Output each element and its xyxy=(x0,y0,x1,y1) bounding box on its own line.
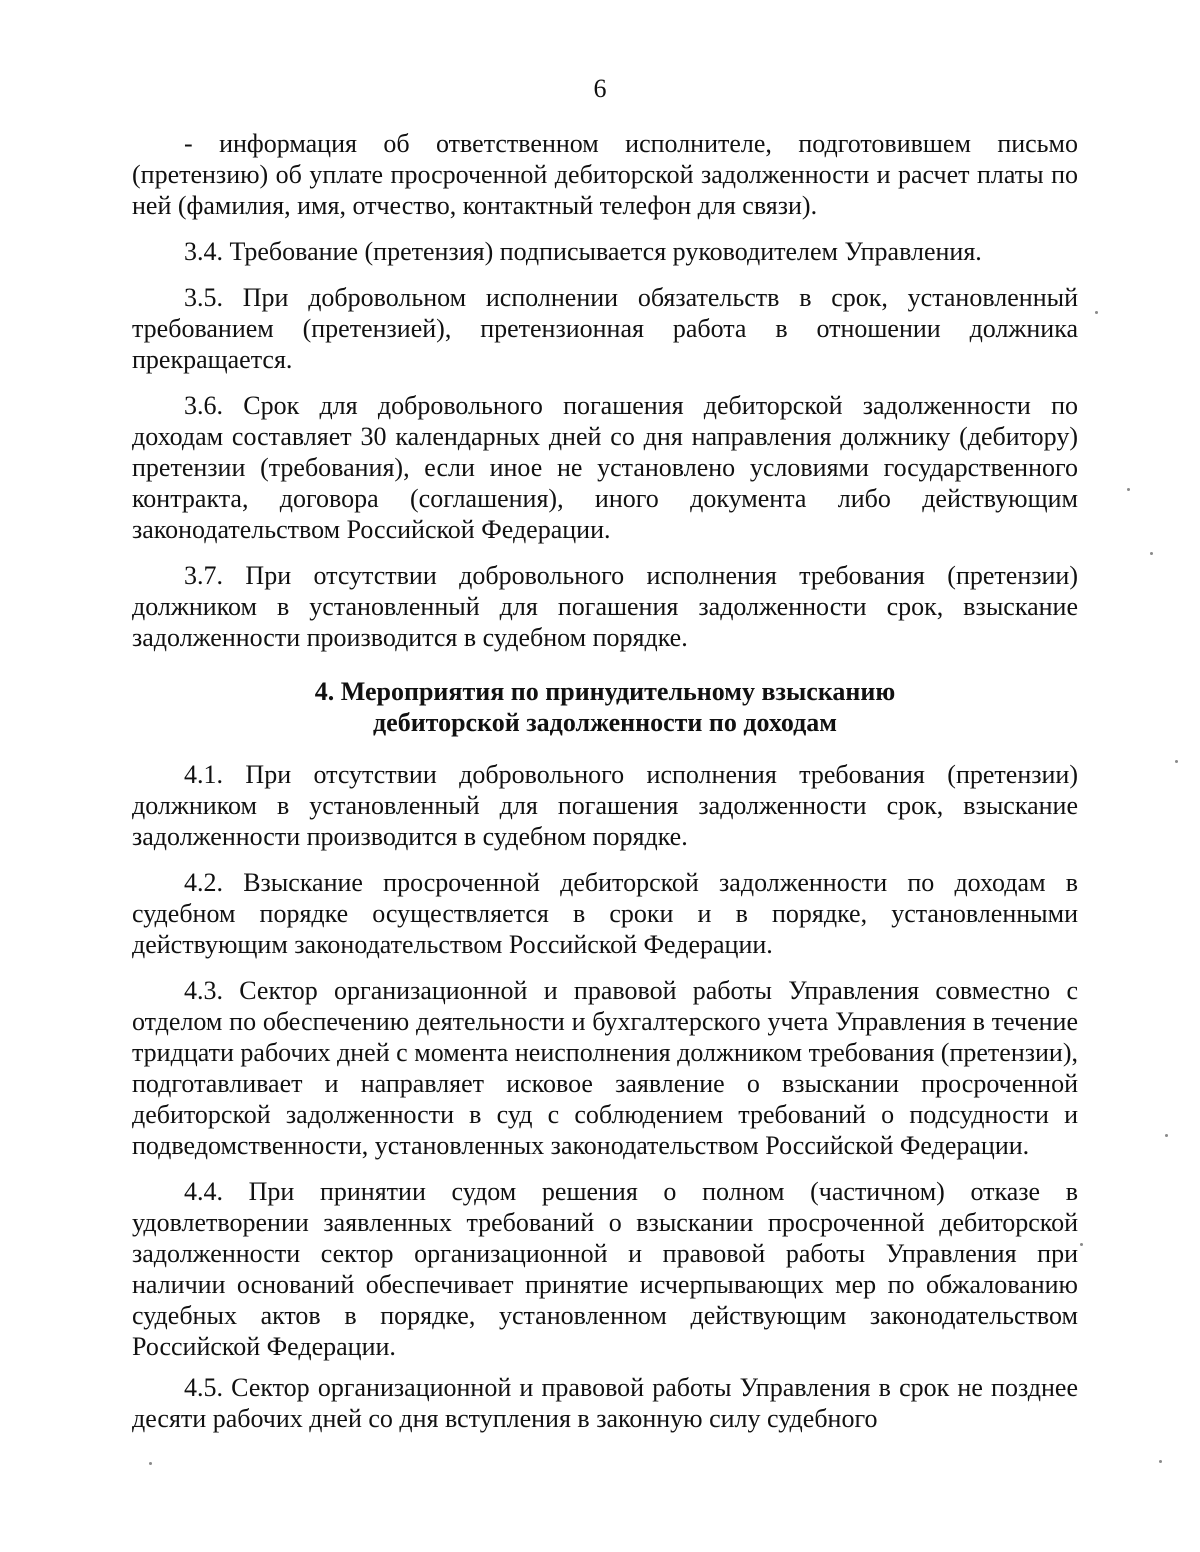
paragraph-3-6: 3.6. Срок для добровольного погашения дебиторской задолженности по доходам составляет 30 календарных дней со дня направления должнику (дебитору) претензии (требования), если иное не установлено условиями государственного контракта, договора (соглашения), иного документа либо действующим законодательством Российской Федерации. xyxy=(132,391,1078,544)
paragraph-4-1: 4.1. При отсутствии добровольного исполнения требования (претензии) должником в установленный для погашения задолженности срок, взыскание задолженности производится в судебном порядке. xyxy=(132,760,1078,851)
paragraph-responsible-executor-info: - информация об ответственном исполнителе, подготовившем письмо (претензию) об уплате просроченной дебиторской задолженности и расчет платы по ней (фамилия, имя, отчество, контактный телефон для связи). xyxy=(132,129,1078,220)
paragraph-4-5: 4.5. Сектор организационной и правовой работы Управления в срок не позднее десяти рабочих дней со дня вступления в законную силу судебного xyxy=(132,1373,1078,1433)
scan-artifact-dot xyxy=(1175,760,1178,763)
scan-artifact-dot xyxy=(1080,1243,1083,1246)
scan-artifact-dot xyxy=(1165,1134,1168,1137)
paragraph-4-4: 4.4. При принятии судом решения о полном (частичном) отказе в удовлетворении заявленных требований о взыскании просроченной дебиторской задолженности сектор организационной и правовой работы Управления при наличии оснований обеспечивает принятие исчерпывающих мер по обжалованию судебных актов в порядке, установленном действующим законодательством Российской Федерации. xyxy=(132,1177,1078,1361)
section-4-heading xyxy=(132,676,1078,738)
page-number: 6 xyxy=(593,74,607,103)
scan-artifact-dot xyxy=(1150,552,1153,555)
paragraph-3-7: 3.7. При отсутствии добровольного исполнения требования (претензии) должником в установленный для погашения задолженности срок, взыскание задолженности производится в судебном порядке. xyxy=(132,561,1078,652)
scan-artifact-dot xyxy=(1159,1460,1162,1463)
section-4-heading-line-1: 4. Мероприятия по принудительному взысканию xyxy=(314,677,896,706)
document-body xyxy=(132,128,1078,1434)
paragraph-3-5: 3.5. При добровольном исполнении обязательств в срок, установленный требованием (претензией), претензионная работа в отношении должника прекращается. xyxy=(132,283,1078,374)
scan-artifact-dot xyxy=(1127,488,1130,491)
section-4-heading-line-2: дебиторской задолженности по доходам xyxy=(373,708,837,737)
paragraph-4-3: 4.3. Сектор организационной и правовой работы Управления совместно с отделом по обеспечению деятельности и бухгалтерского учета Управления в течение тридцати рабочих дней с момента неисполнения должником требования (претензии), подготавливает и направляет исковое заявление о взыскании просроченной дебиторской задолженности в суд с соблюдением требований о подсудности и подведомственности, установленных законодательством Российской Федерации. xyxy=(132,976,1078,1160)
scan-artifact-dot xyxy=(149,1462,152,1465)
paragraph-4-2: 4.2. Взыскание просроченной дебиторской задолженности по доходам в судебном порядке осуществляется в сроки и в порядке, установленными действующим законодательством Российской Федерации. xyxy=(132,868,1078,959)
paragraph-3-4: 3.4. Требование (претензия) подписывается руководителем Управления. xyxy=(184,237,982,266)
scan-artifact-dot xyxy=(1095,311,1098,314)
